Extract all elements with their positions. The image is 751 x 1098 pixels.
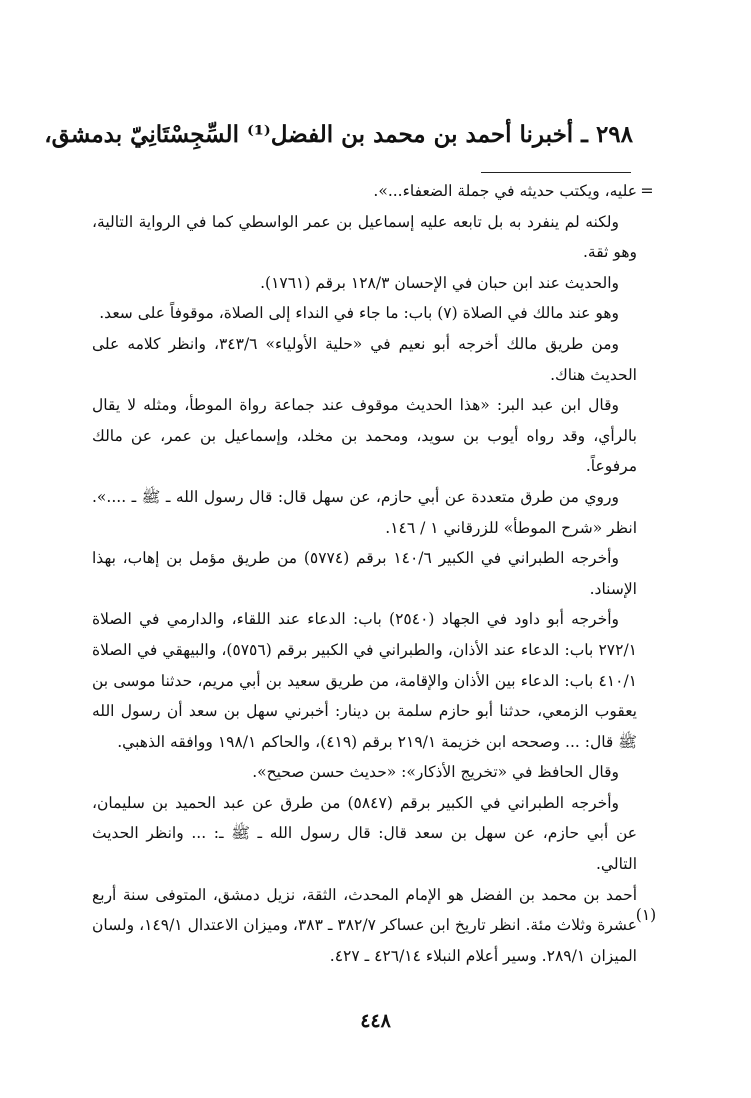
paragraph: عليه، ويكتب حديثه في جملة الضعفاء...». (373, 182, 637, 200)
paragraph: وأخرجه الطبراني في الكبير برقم (٥٨٤٧) من طرق عن عبد الحميد بن سليمان، عن أبي حازم، عن سهل بن سعد قال: قال رسول الله ـ ﷺ ـ: ... وانظر الحديث التالي. (92, 793, 637, 874)
footnote-separator-rule (481, 172, 631, 173)
hadith-heading: ٢٩٨ ـ أخبرنا أحمد بن محمد بن الفضل⁽¹⁾ السِّجِسْتَانِيّ بدمشق، (44, 121, 633, 148)
paragraph: وقال ابن عبد البر: «هذا الحديث موقوف عند جماعة رواة الموطأ، ومثله لا يقال بالرأي، وقد رواه أيوب بن سويد، ومحمد بن مخلد، وإسماعيل بن عمر، عن مالك مرفوعاً. (92, 396, 637, 476)
paragraph: وقال الحافظ في «تخريج الأذكار»: «حديث حسن صحيح». (252, 763, 619, 782)
footnote-text: أحمد بن محمد بن الفضل هو الإمام المحدث، الثقة، نزيل دمشق، المتوفى سنة أربع عشرة وثلاث مئة. انظر تاريخ ابن عساكر ٣٨٢/٧ ـ ٣٨٣، وميزان الاعتدال ١٤٩/١، ولسان الميزان ٢٨٩/١. وسير أعلام النبلاء ٤٢٦/١٤ ـ ٤٢٧. (92, 885, 637, 965)
paragraph: وروي من طرق متعددة عن أبي حازم، عن سهل قال: قال رسول الله ـ ﷺ ـ ....». انظر «شرح الموطأ» للزرقاني ١ / ١٤٦. (92, 487, 637, 537)
paragraph: وأخرجه الطبراني في الكبير ١٤٠/٦ برقم (٥٧٧٤) من طريق مؤمل بن إهاب، بهذا الإسناد. (92, 549, 637, 598)
continuation-mark: = (640, 181, 654, 200)
paragraph: ولكنه لم ينفرد به بل تابعه عليه إسماعيل بن عمر الواسطي كما في الرواية التالية، وهو ثقة. (92, 212, 637, 262)
footnote-body (92, 176, 637, 971)
paragraph: والحديث عند ابن حبان في الإحسان ١٢٨/٣ برقم (١٧٦١). (260, 273, 619, 292)
paragraph: وأخرجه أبو داود في الجهاد (٢٥٤٠) باب: الدعاء عند اللقاء، والدارمي في الصلاة ٢٧٢/١ باب: الدعاء عند الأذان، والطبراني في الكبير برقم (٥٧٥٦)، والبيهقي في الصلاة ٤١٠/١ باب: الدعاء بين الأذان والإقامة، من طريق سعيد بن أبي مريم، حدثنا موسى بن يعقوب الزمعي، حدثنا أبو حازم سلمة بن دينار: أخبرني سهل بن سعد أن رسول الله ﷺ قال: ... وصححه ابن خزيمة ٢١٩/١ برقم (٤١٩)، والحاكم ١٩٨/١ ووافقه الذهبي. (92, 610, 637, 751)
page-number: ٤٤٨ (360, 1010, 391, 1032)
paragraph: وهو عند مالك في الصلاة (٧) باب: ما جاء في النداء إلى الصلاة، موقوفاً على سعد. (99, 304, 619, 323)
paragraph: ومن طريق مالك أخرجه أبو نعيم في «حلية الأولياء» ٣٤٣/٦، وانظر كلامه على الحديث هناك. (92, 334, 637, 384)
footnote-number: (١) (635, 906, 657, 924)
